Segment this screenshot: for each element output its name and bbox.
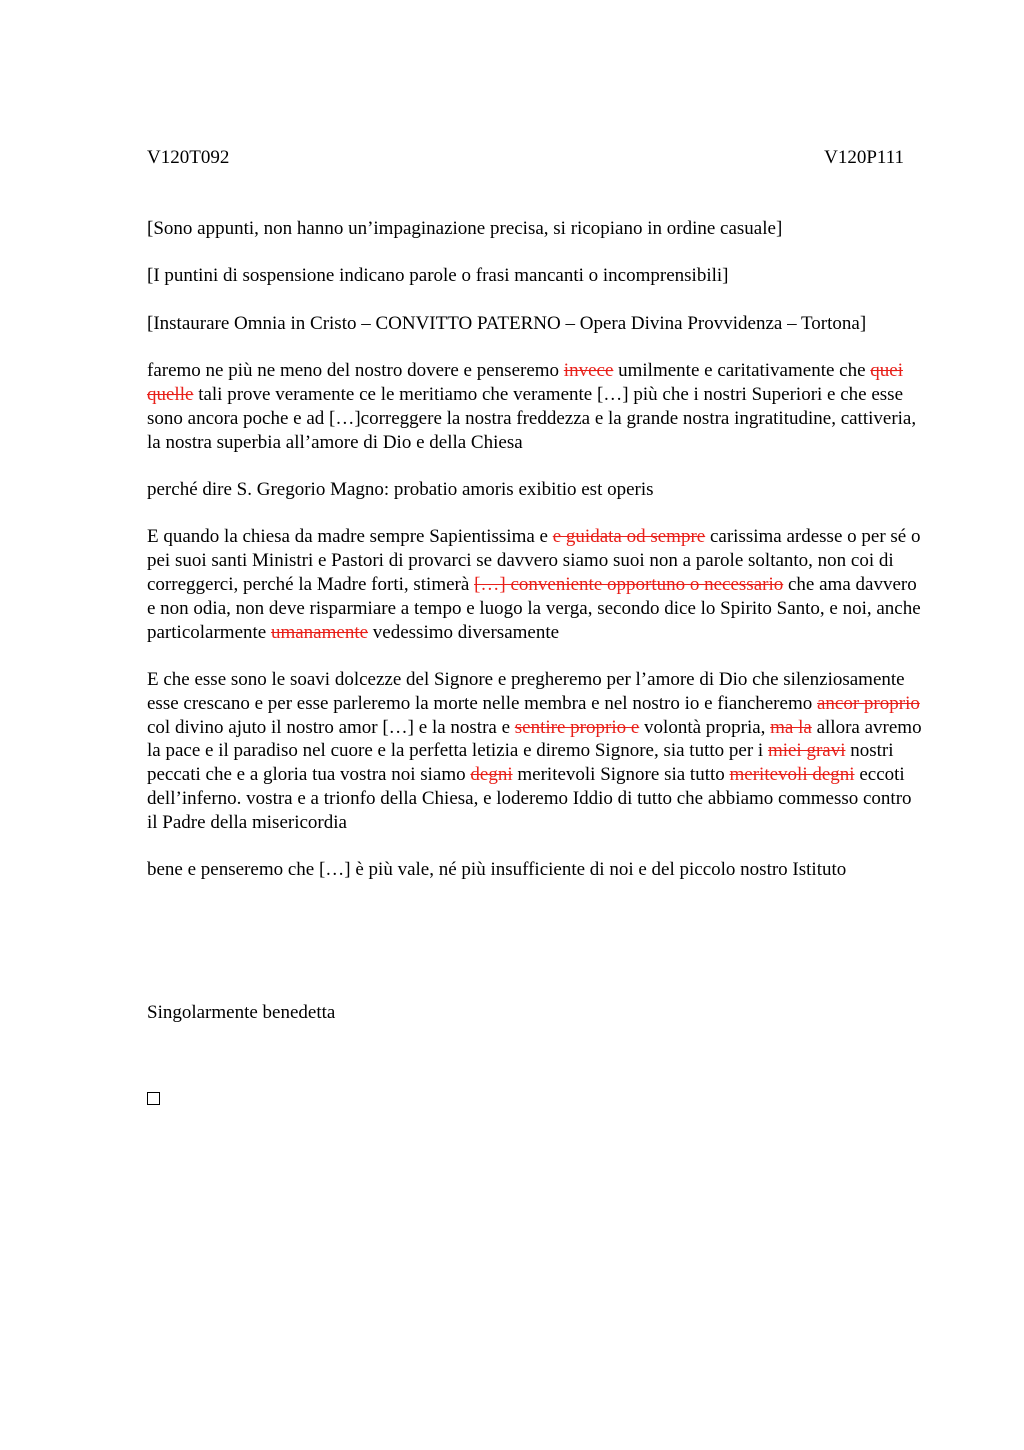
closing-line: Singolarmente benedetta (147, 1002, 336, 1023)
deleted-text: e guidata od sempre (552, 526, 706, 548)
deleted-text: quei quelle (147, 360, 904, 405)
text-segment: E che esse sono le soavi dolcezze del Signore e pregheremo per l’amore di Dio che silenziosamente esse crescano e per esse parleremo la morte nelle membra e nel nostro io e fiancheremo (147, 668, 905, 714)
editorial-note-2: [I puntini di sospensione indicano parole o frasi mancanti o incomprensibili] (147, 265, 729, 287)
document-body (147, 217, 922, 905)
document-code-right: V120P111 (824, 147, 904, 168)
checkbox-square-icon (147, 1092, 160, 1105)
text-segment: eccoti dell’inferno. vostra e a trionfo della Chiesa, e loderemo Iddio di tutto che abbiamo commesso contro il Padre della misericordia (147, 764, 912, 833)
text-segment: vedessimo diversamente (368, 621, 560, 643)
deleted-text: umanamente (270, 621, 369, 643)
deleted-text: ma la (770, 716, 812, 738)
text-segment: bene e penseremo che […] è più vale, né più insufficiente di noi e del piccolo nostro Istituto (147, 859, 847, 881)
deleted-text: sentire proprio e (514, 716, 640, 738)
page-header (147, 146, 904, 170)
text-segment: umilmente e caritativamente che (613, 360, 871, 382)
editorial-note-1: [Sono appunti, non hanno un’impaginazione precisa, si ricopiano in ordine casuale] (147, 218, 783, 239)
paragraph-3 (147, 525, 922, 644)
document-code-left: V120T092 (147, 147, 230, 168)
text-segment: E quando la chiesa da madre sempre Sapientissima e (147, 526, 553, 548)
text-segment: nostri peccati che e a gloria tua vostra noi siamo (147, 740, 894, 786)
paragraph-1 (147, 359, 922, 454)
paragraph-4 (147, 668, 922, 835)
deleted-text: degni (470, 764, 513, 786)
text-segment: tali prove veramente ce le meritiamo che veramente […] più che i nostri Superiori e che esse sono ancora poche e ad […]correggere la nostra freddezza e la grande nostra ingratitudine, cattiveria, la nostra superbia all’amore di Dio e della Chiesa (147, 383, 917, 453)
text-segment: meritevoli Signore sia tutto (512, 764, 730, 786)
deleted-text: meritevoli degni (729, 764, 855, 786)
text-segment: perché dire S. Gregorio Magno: probatio amoris exibitio est operis (147, 478, 654, 500)
editorial-note-3: [Instaurare Omnia in Cristo – CONVITTO PATERNO – Opera Divina Provvidenza – Tortona] (147, 312, 867, 334)
deleted-text: ancor proprio (816, 692, 920, 714)
text-segment: che ama davvero e non odia, non deve risparmiare a tempo e luogo la verga, secondo dice lo Spirito Santo, e noi, anche particolarmente (147, 573, 921, 643)
text-segment: carissima ardesse o per sé o pei suoi santi Ministri e Pastori di provarci se davvero siamo suoi non a parole soltanto, non coi di correggerci, perché la Madre forti, stimerà (147, 526, 921, 595)
deleted-text: miei gravi (767, 740, 846, 762)
text-segment: col divino ajuto il nostro amor […] e la nostra e (147, 716, 515, 738)
deleted-text: invece (563, 360, 614, 382)
text-segment: faremo ne più ne meno del nostro dovere e penseremo (147, 360, 564, 382)
paragraph-2 (147, 478, 922, 502)
paragraph-5 (147, 858, 922, 882)
deleted-text: […] conveniente opportuno o necessario (474, 573, 784, 595)
text-segment: volontà propria, (639, 716, 771, 738)
text-segment: allora avremo la pace e il paradiso nel cuore e la perfetta letizia e diremo Signore, sia tutto per i (147, 716, 922, 762)
